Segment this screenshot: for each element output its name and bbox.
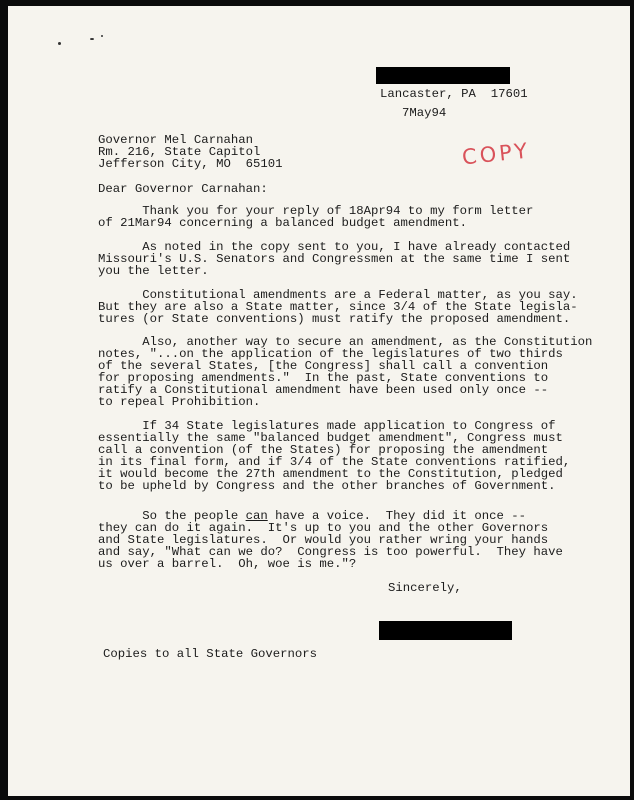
- addressee-line: Rm. 216, State Capitol: [98, 145, 261, 159]
- paragraph-line: Also, another way to secure an amendment, as the Constitution: [98, 335, 593, 349]
- letter-page: [8, 6, 630, 796]
- paragraph-line: ratify a Constitutional amendment have been used only once --: [98, 383, 549, 397]
- paragraph-line: of 21Mar94 concerning a balanced budget amendment.: [98, 216, 467, 230]
- paragraph-line: call a convention (of the States) for proposing the amendment: [98, 443, 549, 457]
- redacted-sender-name: [376, 67, 510, 84]
- paragraph-line: If 34 State legislatures made application to Congress of: [98, 419, 556, 433]
- underlined-word: can: [245, 509, 268, 523]
- paragraph-line: notes, "...on the application of the legislatures of two thirds: [98, 347, 563, 361]
- text-run: have a voice. They did it once --: [267, 509, 527, 523]
- copy-stamp: COPY: [460, 138, 532, 170]
- paragraph-line: Thank you for your reply of 18Apr94 to my form letter: [98, 204, 534, 218]
- paragraph-line: As noted in the copy sent to you, I have already contacted: [98, 240, 571, 254]
- paragraph-line: Constitutional amendments are a Federal matter, as you say.: [98, 288, 578, 302]
- sender-city: Lancaster, PA 17601: [380, 87, 528, 101]
- text-run: So the people: [98, 509, 246, 523]
- paragraph-line: and say, "What can we do? Congress is too powerful. They have: [98, 545, 563, 559]
- paragraph-line: of the several States, [the Congress] shall call a convention: [98, 359, 549, 373]
- paragraph-line: Missouri's U.S. Senators and Congressmen at the same time I sent: [98, 252, 571, 266]
- paragraph-line: to repeal Prohibition.: [98, 395, 261, 409]
- paragraph-line: you the letter.: [98, 264, 209, 278]
- paper-speck: [90, 38, 94, 40]
- paragraph-line: But they are also a State matter, since 3/4 of the State legisla-: [98, 300, 578, 314]
- paper-speck: [101, 35, 103, 37]
- paragraph-line: us over a barrel. Oh, woe is me."?: [98, 557, 357, 571]
- paper-speck: [58, 42, 61, 45]
- closing: Sincerely,: [388, 581, 462, 595]
- salutation: Dear Governor Carnahan:: [98, 182, 268, 196]
- addressee-line: Jefferson City, MO 65101: [98, 157, 283, 171]
- addressee-line: Governor Mel Carnahan: [98, 133, 253, 147]
- paragraph-line: essentially the same "balanced budget amendment", Congress must: [98, 431, 563, 445]
- paragraph-line: in its final form, and if 3/4 of the State conventions ratified,: [98, 455, 571, 469]
- paragraph-line: they can do it again. It's up to you and the other Governors: [98, 521, 549, 535]
- redacted-signature: [379, 621, 512, 640]
- paragraph-line: and State legislatures. Or would you rather wring your hands: [98, 533, 549, 547]
- cc-line: Copies to all State Governors: [103, 647, 318, 661]
- paragraph-line: tures (or State conventions) must ratify the proposed amendment.: [98, 312, 571, 326]
- paragraph-line: for proposing amendments." In the past, State conventions to: [98, 371, 549, 385]
- letter-date: 7May94: [402, 106, 447, 120]
- paragraph-line: to be upheld by Congress and the other branches of Government.: [98, 479, 556, 493]
- paragraph-line: it would become the 27th amendment to the Constitution, pledged: [98, 467, 563, 481]
